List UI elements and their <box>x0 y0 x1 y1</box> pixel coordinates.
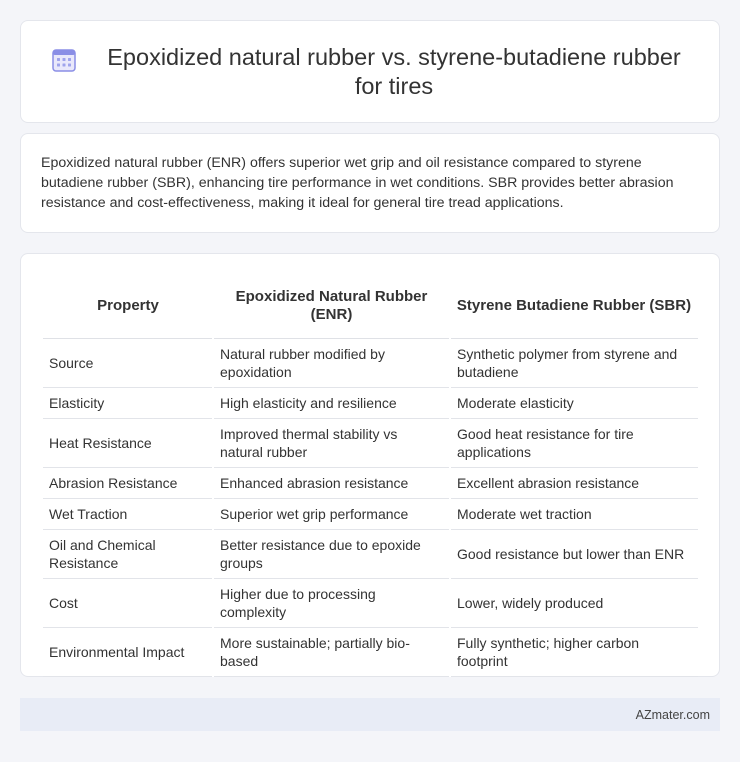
header-sbr: Styrene Butadiene Rubber (SBR) <box>450 274 698 338</box>
row-property: Environmental Impact <box>43 627 213 676</box>
table-row <box>43 498 698 529</box>
footer-bar <box>20 698 720 731</box>
title-card <box>20 20 720 123</box>
row-enr-value: More sustainable; partially bio-based <box>213 627 450 676</box>
row-property: Abrasion Resistance <box>43 467 213 498</box>
title-wrap <box>50 43 690 101</box>
table-row <box>43 418 698 467</box>
summary-card <box>20 133 720 233</box>
row-sbr-value: Moderate elasticity <box>450 387 698 418</box>
row-sbr-value: Moderate wet traction <box>450 498 698 529</box>
row-enr-value: Improved thermal stability vs natural rubber <box>213 418 450 467</box>
table-row <box>43 467 698 498</box>
page-title: Epoxidized natural rubber vs. styrene-butadiene rubber for tires <box>107 43 681 99</box>
table-header-row <box>43 274 698 338</box>
row-sbr-value: Lower, widely produced <box>450 578 698 627</box>
header-enr: Epoxidized Natural Rubber (ENR) <box>213 274 450 338</box>
comparison-table <box>43 274 698 677</box>
row-enr-value: Enhanced abrasion resistance <box>213 467 450 498</box>
row-property: Wet Traction <box>43 498 213 529</box>
footer-brand: AZmater.com <box>635 707 710 722</box>
row-property: Source <box>43 338 213 387</box>
row-enr-value: High elasticity and resilience <box>213 387 450 418</box>
row-enr-value: Natural rubber modified by epoxidation <box>213 338 450 387</box>
comparison-table-card <box>20 253 720 677</box>
row-sbr-value: Excellent abrasion resistance <box>450 467 698 498</box>
row-enr-value: Higher due to processing complexity <box>213 578 450 627</box>
table-row <box>43 529 698 578</box>
table-row <box>43 387 698 418</box>
row-enr-value: Superior wet grip performance <box>213 498 450 529</box>
row-sbr-value: Synthetic polymer from styrene and butadiene <box>450 338 698 387</box>
header-property: Property <box>43 274 213 338</box>
row-sbr-value: Good resistance but lower than ENR <box>450 529 698 578</box>
row-enr-value: Better resistance due to epoxide groups <box>213 529 450 578</box>
table-row <box>43 627 698 676</box>
row-sbr-value: Good heat resistance for tire applications <box>450 418 698 467</box>
calendar-grid-icon <box>51 47 77 73</box>
summary-text: Epoxidized natural rubber (ENR) offers superior wet grip and oil resistance compared to styrene butadiene rubber (SBR), enhancing tire performance in wet conditions. SBR provides better abrasion resistance and cost-effectiveness, making it ideal for general tire tread applications. <box>41 155 674 211</box>
row-property: Elasticity <box>43 387 213 418</box>
row-property: Heat Resistance <box>43 418 213 467</box>
row-property: Oil and Chemical Resistance <box>43 529 213 578</box>
table-row <box>43 578 698 627</box>
table-row <box>43 338 698 387</box>
row-property: Cost <box>43 578 213 627</box>
row-sbr-value: Fully synthetic; higher carbon footprint <box>450 627 698 676</box>
